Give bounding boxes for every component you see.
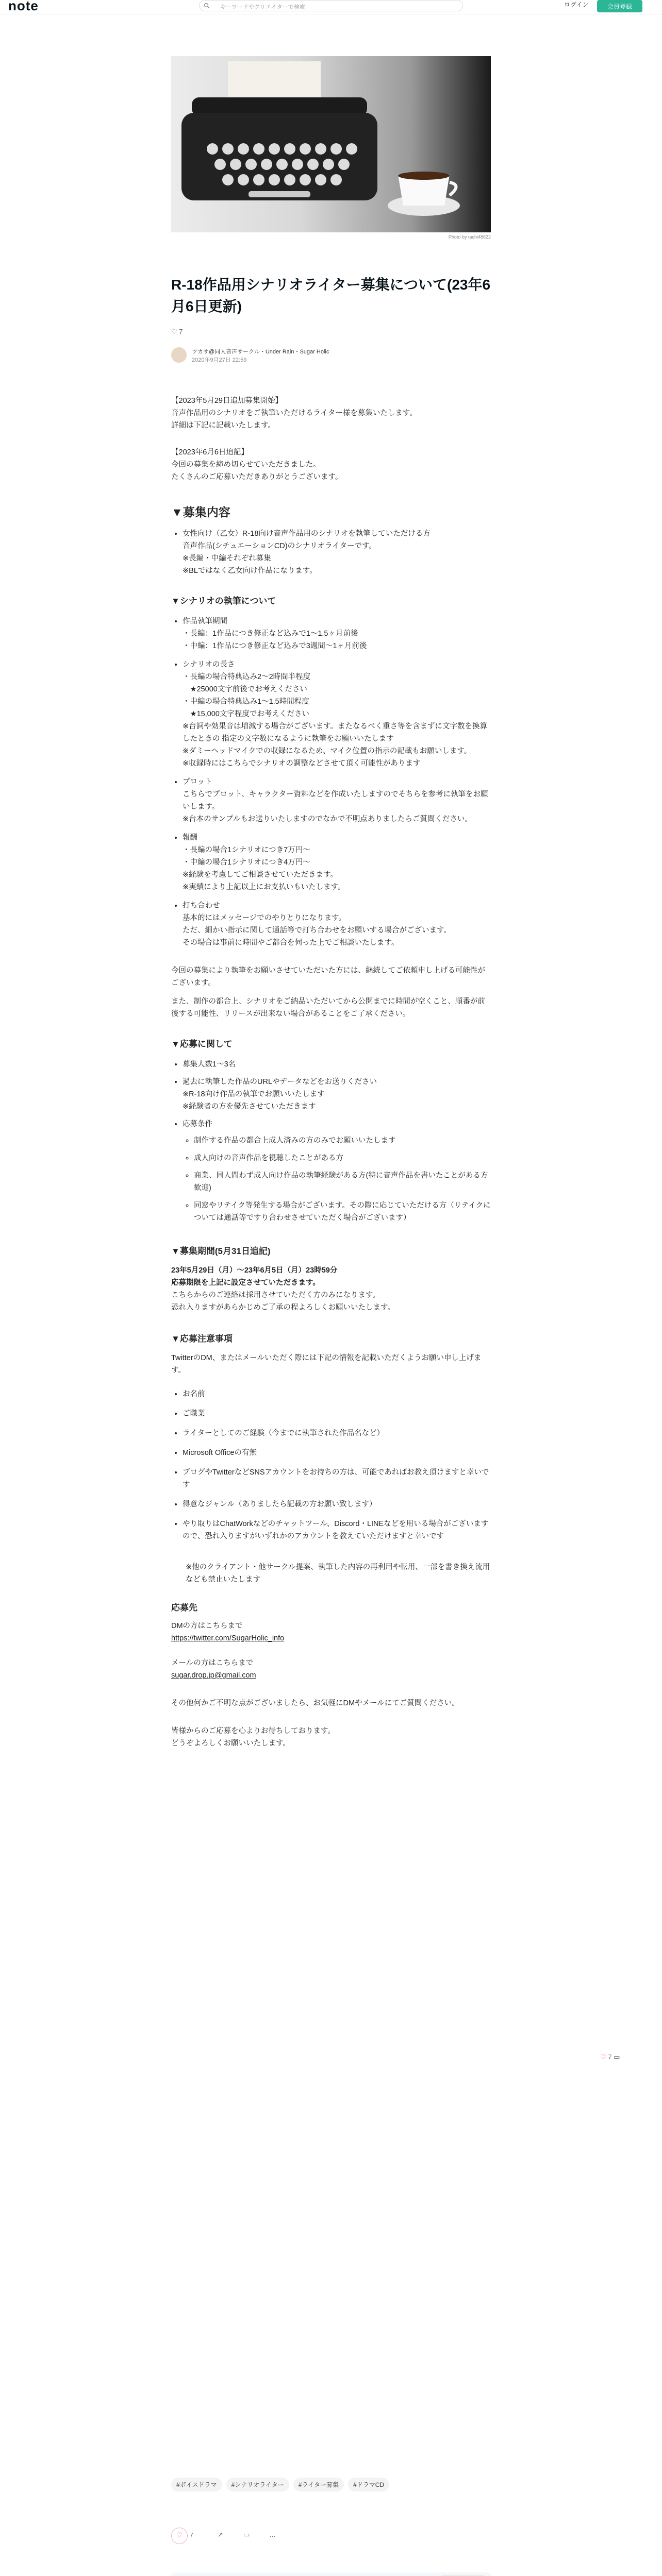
- paragraph: また、制作の都合上、シナリオをご納品いただいてから公開までに時間が空くこと、順番が前後する可能性、リリースが出来ない場合があることをご了承ください。: [171, 997, 485, 1018]
- heading-notes: ▼応募注意事項: [171, 1334, 233, 1344]
- article-body: [171, 395, 491, 1750]
- heart-icon: ♡: [171, 328, 179, 335]
- search-input[interactable]: キーワードやクリエイターで検索: [199, 0, 463, 11]
- tag[interactable]: #ボイスドラマ: [171, 2478, 222, 2492]
- signup-button[interactable]: 会員登録: [597, 0, 642, 12]
- like-count-top[interactable]: [171, 328, 183, 336]
- list-item: • ご職業: [183, 1408, 491, 1420]
- paragraph: 音声作品用のシナリオをご執筆いただけるライター様を募集いたします。: [171, 409, 417, 417]
- list-item: • 得意なジャンル（ありましたら記載の方お願い致します）: [183, 1498, 491, 1511]
- paragraph: 恐れ入りますがあらかじめご了承の程よろしくお願いいたします。: [171, 1303, 395, 1312]
- like-button[interactable]: ♡: [171, 2528, 188, 2544]
- tag-list: [171, 2478, 491, 2492]
- list-item: • 作品執筆期間 ・長編：1作品につき修正など込みで1〜1.5ヶ月前後 ・中編：1作品につき修正など込みで3週間〜1ヶ月前後: [183, 615, 491, 652]
- paragraph: 【2023年5月29日追加募集開始】: [171, 397, 283, 405]
- comment-icon[interactable]: ▭: [243, 2531, 250, 2538]
- heading-apply: ▼応募に関して: [171, 1039, 233, 1049]
- paragraph: 【2023年6月6日追記】: [171, 448, 249, 456]
- list-item: • ライターとしてのご経験（今までに執筆された作品名など）: [183, 1427, 491, 1439]
- heart-icon: ♡: [600, 2053, 608, 2061]
- list-item: • ブログやTwitterなどSNSアカウントをお持ちの方は、可能であればお教え頂けますと幸いです: [183, 1466, 491, 1491]
- heading-scenario: ▼シナリオの執筆について: [171, 596, 276, 606]
- paragraph: 今回の募集を締め切らせていただきました。: [171, 461, 321, 469]
- list-item: ◦ 成人向けの音声作品を視聴したことがある方: [194, 1152, 491, 1164]
- tag[interactable]: #シナリオライター: [226, 2478, 289, 2492]
- list-item: • シナリオの長さ ・長編の場合特典込み2〜2時間半程度 ★25000文字前後でお考えください ・中編の場合特典込み1〜1.5時間程度 ★15,000文字程度でお考えください ※台詞や効果音は増減する場合がございます。またなるべく重さ等を含まずに文字数を換算したときの 指定の文字数になるように執筆をお願いいたします ※ダミーヘッドマイクでの収録になるため、マイク位置の指示の記載もお願いします。 ※収録時にはこちらでシナリオの調整などさせて頂く可能性があります: [183, 658, 491, 770]
- more-icon[interactable]: …: [269, 2531, 276, 2538]
- paragraph: 詳細は下記に記載いたします。: [171, 421, 275, 430]
- list-item: • 打ち合わせ 基本的にはメッセージでのやりとりになります。 ただ、細かい指示に関して通話等で打ち合わせをお願いする場合がございます。 その場合は事前に時間やご都合を伺った上でご相談いたします。: [183, 900, 491, 949]
- like-count: 7: [189, 2531, 193, 2539]
- article-title: R-18作品用シナリオライター募集について(23年6月6日更新): [171, 277, 491, 314]
- heading-contact: 応募先: [171, 1603, 197, 1613]
- paragraph: こちらからのご連絡は採用させていただく方のみになります。: [171, 1291, 380, 1299]
- email-link[interactable]: sugar.drop.jp@gmail.com: [171, 1671, 256, 1680]
- comment-icon[interactable]: ▭: [614, 2053, 620, 2061]
- side-like-count: 7: [608, 2053, 612, 2061]
- list-item: • 応募条件 ◦ 制作する作品の都合上成人済みの方のみでお願いいたします ◦ 成人向けの音声作品を視聴したことがある方 ◦ 商業、同人問わず成人向け作品の執筆経験がある方(特に音声作品を書いたことがある方歓迎) ◦ 同窓やリテイク等発生する場合がございます。その際に応じていただける方（リテイクについては通話等ですり合わせさせていただく場合がございます）: [183, 1118, 491, 1224]
- photo-credit: Photo by tachi48622: [448, 234, 491, 240]
- paragraph: 皆様からのご応募を心よりお待ちしております。: [171, 1727, 335, 1735]
- paragraph: メールの方はこちらまで: [171, 1659, 254, 1667]
- top-header: [0, 0, 662, 14]
- list-item: • やり取りはChatWorkなどのチャットツール、Discord・LINEなどを用いる場合がございますので、恐れ入りますがいずれかのアカウントを教えていただけますと幸いです: [183, 1518, 491, 1543]
- note-logo[interactable]: note: [8, 0, 39, 13]
- paragraph: 23年5月29日（月）〜23年6月5日（月）23時59分: [171, 1266, 338, 1275]
- tag[interactable]: #ライター募集: [293, 2478, 344, 2492]
- list-item: ◦ 制作する作品の都合上成人済みの方のみでお願いいたします: [194, 1134, 491, 1147]
- post-date: 2020年9月27日 22:59: [192, 357, 247, 363]
- list-item: • 報酬 ・長編の場合1シナリオにつき7万円〜 ・中編の場合1シナリオにつき4万円〜 ※経験を考慮してご相談させていただきます。 ※実績により上記以上にお支払いもいたします。: [183, 832, 491, 893]
- paragraph: どうぞよろしくお願いいたします。: [171, 1739, 290, 1748]
- like-count-value: 7: [179, 328, 183, 335]
- tag[interactable]: #ドラマCD: [348, 2478, 389, 2492]
- author-row: [171, 346, 491, 367]
- author-name[interactable]: ツカサ@同人音声サークル・Under Rain・Sugar Holic: [192, 349, 329, 355]
- creator-card: [171, 2572, 491, 2576]
- paragraph: その他何かご不明な点がございましたら、お気軽にDMやメールにてご質問ください。: [171, 1699, 459, 1707]
- list-item: ◦ 商業、同人問わず成人向け作品の執筆経験がある方(特に音声作品を書いたことがある方歓迎): [194, 1170, 491, 1194]
- avatar[interactable]: [171, 347, 187, 363]
- typewriter-illustration: [171, 56, 491, 232]
- paragraph: TwitterのDM、またはメールいただく際には下記の情報を記載いただくようお願い申し上げます。: [171, 1354, 482, 1375]
- login-link[interactable]: ログイン: [564, 1, 589, 8]
- share-icon[interactable]: ↗: [218, 2531, 223, 2538]
- twitter-link[interactable]: https://twitter.com/SugarHolic_info: [171, 1634, 285, 1642]
- action-bar: [171, 2528, 491, 2545]
- list-item: • 募集人数1〜3名: [183, 1058, 491, 1071]
- list-item: • 女性向け（乙女）R-18向け音声作品用のシナリオを執筆していただける方 音声作品(シチュエーションCD)のシナリオライターです。 ※長編・中編それぞれ募集 ※BLではなく乙女向け作品になります。: [183, 528, 491, 577]
- heading-period: ▼募集期間(5月31日追記): [171, 1246, 271, 1256]
- hero-image: [171, 56, 491, 232]
- side-like-button[interactable]: [600, 2053, 620, 2061]
- list-item: ◦ 同窓やリテイク等発生する場合がございます。その際に応じていただける方（リテイクについては通話等ですり合わせさせていただく場合がございます）: [194, 1199, 491, 1224]
- list-item: • プロット こちらでプロット、キャラクター資料などを作成いたしますのでそちらを参考に執筆をお願いします。 ※台本のサンプルもお送りいたしますのでなかで不明点ありましたらご質問ください。: [183, 776, 491, 825]
- paragraph: たくさんのご応募いただきありがとうございます。: [171, 473, 343, 481]
- heading-recruit: ▼募集内容: [171, 505, 230, 519]
- list-item: • お名前: [183, 1388, 491, 1400]
- paragraph: DMの方はこちらまで: [171, 1622, 243, 1630]
- list-item: • Microsoft Officeの有無: [183, 1447, 491, 1459]
- list-item: • 過去に執筆した作品のURLやデータなどをお送りください ※R-18向け作品の執筆でお願いいたします ※経験者の方を優先させていただきます: [183, 1076, 491, 1113]
- paragraph: 今回の募集により執筆をお願いさせていただいた方には、継続してご依頼申し上げる可能性がございます。: [171, 967, 485, 987]
- paragraph: ※他のクライアント・他サークル提案、執筆した内容の再利用や転用、一部を書き換え流用なども禁止いたします: [186, 1563, 490, 1584]
- paragraph: 応募期限を上記に設定させていただきます。: [171, 1279, 320, 1287]
